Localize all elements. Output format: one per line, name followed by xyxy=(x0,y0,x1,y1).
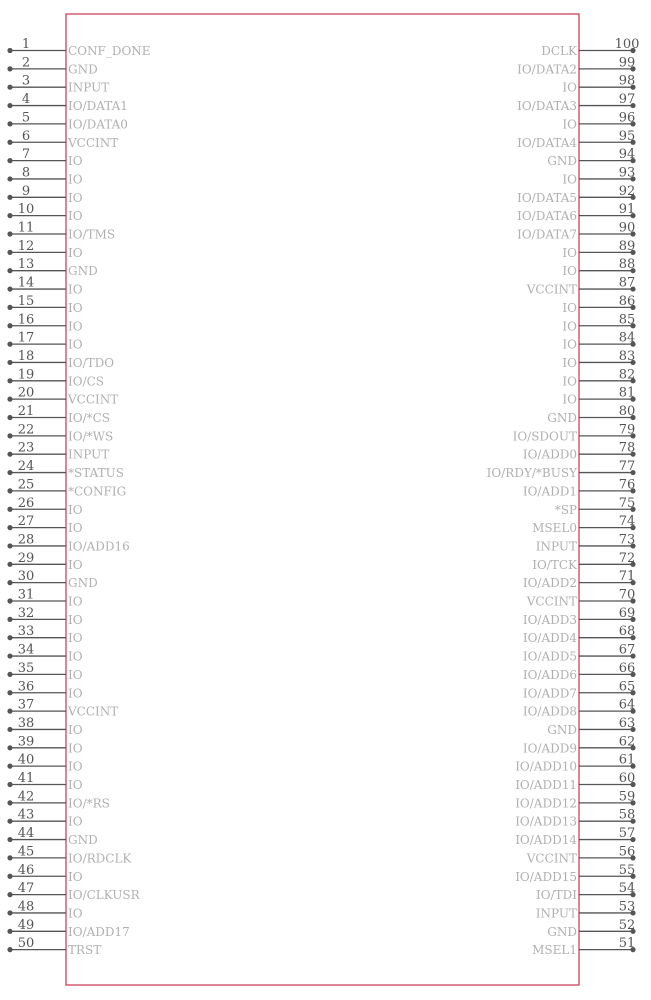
pin-number: 64 xyxy=(618,697,636,713)
pin-end-dot xyxy=(7,543,12,548)
pin-name: IO xyxy=(68,282,83,297)
pin-number: 91 xyxy=(618,202,636,218)
pin-number: 66 xyxy=(618,660,636,676)
pin-name: IO xyxy=(562,319,577,334)
pin-name: IO xyxy=(68,557,83,572)
pin-name: VCCINT xyxy=(68,704,119,719)
pin-end-dot xyxy=(7,488,12,493)
pin-number: 24 xyxy=(17,459,35,475)
pin-number: 57 xyxy=(618,826,636,842)
pin-number: 45 xyxy=(17,844,35,860)
pin-name: GND xyxy=(68,264,98,279)
pin-name: MSEL0 xyxy=(532,521,577,536)
pin-name: VCCINT xyxy=(68,392,119,407)
pin-end-dot xyxy=(7,782,12,787)
pin-name: IO xyxy=(68,612,83,627)
pin-name: IO/DATA0 xyxy=(68,117,128,132)
pin-name: IO/ADD9 xyxy=(522,741,577,756)
pin-name: IO/DATA5 xyxy=(517,190,577,205)
pin-end-dot xyxy=(7,140,12,145)
pin-number: 85 xyxy=(618,312,636,328)
pin-name: IO xyxy=(562,172,577,187)
pin-name: IO xyxy=(68,190,83,205)
pin-end-dot xyxy=(7,690,12,695)
pin-name: IO xyxy=(562,392,577,407)
pin-end-dot xyxy=(7,764,12,769)
pin-number: 7 xyxy=(21,147,31,163)
pin-number: 100 xyxy=(614,37,640,52)
pin-number: 14 xyxy=(17,275,35,291)
pin-50 xyxy=(7,936,101,957)
pin-number: 39 xyxy=(17,734,35,750)
pin-name: INPUT xyxy=(68,80,110,95)
pin-number: 31 xyxy=(17,587,35,603)
pin-51 xyxy=(532,936,635,957)
pin-end-dot xyxy=(7,48,12,53)
pin-number: 19 xyxy=(17,367,35,383)
pin-77 xyxy=(487,459,636,480)
pin-name: IO/DATA4 xyxy=(517,135,577,150)
pin-number: 75 xyxy=(618,495,636,511)
pin-name: CONF_DONE xyxy=(68,44,151,58)
pin-name: IO/ADD2 xyxy=(522,576,577,591)
pin-name: DCLK xyxy=(541,44,577,58)
pin-number: 16 xyxy=(17,312,35,328)
pin-number: 67 xyxy=(618,642,636,658)
pin-number: 5 xyxy=(21,110,31,126)
pin-name: *CONFIG xyxy=(68,484,127,499)
pin-number: 6 xyxy=(21,128,31,144)
pin-end-dot xyxy=(7,176,12,181)
pin-number: 20 xyxy=(17,385,35,401)
pin-name: IO/ADD6 xyxy=(522,667,577,682)
pin-name: IO xyxy=(562,337,577,352)
pin-number: 51 xyxy=(618,936,636,952)
pin-name: IO/SDOUT xyxy=(512,429,577,444)
pin-7 xyxy=(7,147,82,168)
pin-name: IO xyxy=(562,80,577,95)
pin-end-dot xyxy=(7,855,12,860)
pin-name: IO xyxy=(68,906,83,921)
pin-name: INPUT xyxy=(535,539,577,554)
pin-name: IO/DATA2 xyxy=(517,62,577,77)
pin-number: 65 xyxy=(618,679,636,695)
pin-name: IO/TDO xyxy=(68,355,115,370)
pin-number: 86 xyxy=(618,293,636,309)
pin-end-dot xyxy=(7,195,12,200)
pin-name: IO xyxy=(68,686,83,701)
pin-name: IO xyxy=(68,502,83,517)
pin-name: MSEL1 xyxy=(532,943,577,958)
pin-number: 2 xyxy=(21,55,31,71)
pin-end-dot xyxy=(7,929,12,934)
pin-number: 81 xyxy=(618,385,636,401)
pin-name: IO/ADD7 xyxy=(522,686,577,701)
pin-end-dot xyxy=(7,727,12,732)
pin-name: VCCINT xyxy=(526,851,577,866)
pin-name: IO/DATA6 xyxy=(517,209,577,224)
pin-name: IO xyxy=(68,667,83,682)
pin-end-dot xyxy=(7,286,12,291)
pin-name: IO xyxy=(68,814,83,829)
pin-name: IO xyxy=(68,154,83,169)
pin-number: 42 xyxy=(17,789,35,805)
pin-name: IO xyxy=(68,319,83,334)
pin-name: IO/DATA1 xyxy=(68,99,128,114)
pin-end-dot xyxy=(7,745,12,750)
pin-name: GND xyxy=(547,924,577,939)
pin-name: VCCINT xyxy=(68,135,119,150)
pin-number: 77 xyxy=(618,459,636,475)
pin-number: 97 xyxy=(618,92,636,108)
pin-number: 99 xyxy=(618,55,636,71)
pin-number: 69 xyxy=(618,605,636,621)
pin-end-dot xyxy=(7,617,12,622)
pin-number: 62 xyxy=(618,734,636,750)
pin-end-dot xyxy=(7,672,12,677)
pin-name: IO/RDCLK xyxy=(68,851,132,866)
pin-number: 58 xyxy=(618,807,636,823)
pin-end-dot xyxy=(7,250,12,255)
pin-end-dot xyxy=(7,305,12,310)
pin-number: 83 xyxy=(618,348,636,364)
pin-number: 92 xyxy=(618,183,636,199)
pin-number: 48 xyxy=(17,899,35,915)
pin-end-dot xyxy=(7,433,12,438)
pin-name: IO xyxy=(562,355,577,370)
pin-number: 68 xyxy=(618,624,636,640)
right-pin-column xyxy=(487,37,640,957)
pin-number: 4 xyxy=(21,92,31,108)
pin-number: 27 xyxy=(17,514,35,530)
pin-number: 87 xyxy=(618,275,636,291)
pin-number: 72 xyxy=(618,550,636,566)
pin-name: IO xyxy=(68,337,83,352)
pin-name: IO xyxy=(68,245,83,260)
pin-number: 52 xyxy=(618,917,636,933)
pin-number: 8 xyxy=(21,165,31,181)
pin-number: 95 xyxy=(618,128,636,144)
pin-name: GND xyxy=(547,411,577,425)
pin-number: 23 xyxy=(17,440,35,456)
pin-number: 33 xyxy=(17,624,35,640)
pin-number: 94 xyxy=(618,147,636,163)
pin-number: 40 xyxy=(17,752,35,768)
pin-number: 96 xyxy=(618,110,636,126)
pin-end-dot xyxy=(7,158,12,163)
pin-79 xyxy=(513,422,636,443)
pin-number: 71 xyxy=(618,569,636,585)
pin-59 xyxy=(515,789,635,810)
pin-number: 79 xyxy=(618,422,636,438)
pin-number: 56 xyxy=(618,844,636,860)
pin-end-dot xyxy=(7,580,12,585)
pin-number: 12 xyxy=(17,238,35,254)
pin-end-dot xyxy=(7,892,12,897)
pin-number: 59 xyxy=(618,789,636,805)
pin-8 xyxy=(7,165,82,186)
pin-end-dot xyxy=(7,85,12,90)
pin-number: 34 xyxy=(17,642,35,658)
pin-name: INPUT xyxy=(535,906,577,921)
pin-name: IO/ADD15 xyxy=(515,869,577,884)
pin-number: 35 xyxy=(17,660,35,676)
pin-number: 74 xyxy=(618,514,636,530)
pin-name: IO xyxy=(68,209,83,224)
pin-number: 38 xyxy=(17,715,35,731)
pin-name: IO xyxy=(68,759,83,774)
pin-number: 49 xyxy=(17,917,35,933)
pin-number: 84 xyxy=(618,330,636,346)
pin-end-dot xyxy=(7,470,12,475)
pin-number: 22 xyxy=(17,422,35,438)
pin-number: 93 xyxy=(618,165,636,181)
pin-number: 46 xyxy=(17,862,35,878)
pin-name: IO/TCK xyxy=(532,557,577,572)
pin-name: IO/ADD4 xyxy=(522,631,577,646)
pin-number: 47 xyxy=(17,881,35,897)
pin-end-dot xyxy=(7,360,12,365)
pin-name: IO xyxy=(68,722,83,737)
pin-number: 82 xyxy=(618,367,636,383)
pin-name: IO xyxy=(68,741,83,756)
pin-name: IO/CS xyxy=(68,374,105,389)
pin-name: IO/TMS xyxy=(68,227,116,242)
pin-number: 21 xyxy=(17,404,35,419)
pin-number: 9 xyxy=(21,183,31,199)
pin-number: 29 xyxy=(17,550,35,566)
pin-name: IO/*CS xyxy=(68,411,111,425)
pin-name: GND xyxy=(68,62,98,77)
pin-number: 53 xyxy=(618,899,636,915)
pin-name: VCCINT xyxy=(526,594,577,609)
pin-end-dot xyxy=(7,598,12,603)
pin-name: *STATUS xyxy=(68,466,124,481)
pin-number: 18 xyxy=(17,348,35,364)
pin-name: INPUT xyxy=(68,447,110,462)
pin-name: IO xyxy=(68,594,83,609)
pin-end-dot xyxy=(7,910,12,915)
pin-name: IO xyxy=(68,869,83,884)
pin-number: 41 xyxy=(17,771,35,786)
pin-number: 32 xyxy=(17,605,35,621)
pin-name: IO/CLKUSR xyxy=(68,888,140,903)
pin-name: IO/RDY/*BUSY xyxy=(486,466,577,481)
pin-end-dot xyxy=(7,525,12,530)
pin-57 xyxy=(515,826,635,847)
pin-name: IO xyxy=(68,778,83,792)
pin-number: 78 xyxy=(618,440,636,456)
pin-number: 26 xyxy=(17,495,35,511)
pin-end-dot xyxy=(7,342,12,347)
pin-name: IO/ADD14 xyxy=(515,833,577,848)
pin-name: IO/ADD10 xyxy=(515,759,577,774)
pin-end-dot xyxy=(7,562,12,567)
pin-end-dot xyxy=(7,635,12,640)
pin-end-dot xyxy=(7,653,12,658)
pin-end-dot xyxy=(7,507,12,512)
pin-number: 13 xyxy=(17,257,35,273)
pin-58 xyxy=(515,808,635,829)
pin-number: 60 xyxy=(618,771,636,786)
pin-end-dot xyxy=(7,323,12,328)
pin-name: IO/ADD3 xyxy=(522,612,577,627)
pin-name: TRST xyxy=(68,943,102,958)
pin-number: 25 xyxy=(17,477,35,493)
pin-end-dot xyxy=(7,378,12,383)
pin-number: 70 xyxy=(618,587,636,603)
pin-number: 3 xyxy=(21,73,31,89)
left-pin-column xyxy=(7,37,150,957)
pin-name: IO/ADD8 xyxy=(522,704,577,719)
pin-name: IO xyxy=(562,300,577,315)
pin-number: 37 xyxy=(17,697,35,713)
pin-name: IO xyxy=(562,264,577,279)
pin-number: 80 xyxy=(618,404,636,419)
pin-number: 89 xyxy=(618,238,636,254)
pin-end-dot xyxy=(7,819,12,824)
pin-name: GND xyxy=(68,833,98,848)
pin-name: IO/ADD13 xyxy=(515,814,577,829)
ic-body-outline xyxy=(66,14,579,985)
pin-name: IO xyxy=(562,245,577,260)
pin-name: IO/*RS xyxy=(68,796,110,811)
pin-number: 30 xyxy=(17,569,35,585)
pin-name: GND xyxy=(547,154,577,169)
pin-end-dot xyxy=(7,66,12,71)
pin-number: 55 xyxy=(618,862,636,878)
pin-name: IO xyxy=(68,521,83,536)
pin-end-dot xyxy=(7,397,12,402)
pin-number: 44 xyxy=(17,826,35,842)
pin-end-dot xyxy=(7,709,12,714)
pin-name: IO/ADD16 xyxy=(68,539,130,554)
pin-name: VCCINT xyxy=(526,282,577,297)
pin-end-dot xyxy=(7,415,12,420)
pin-end-dot xyxy=(7,452,12,457)
pin-number: 61 xyxy=(618,752,636,768)
pin-name: GND xyxy=(547,722,577,737)
pin-end-dot xyxy=(7,231,12,236)
pin-name: IO xyxy=(562,117,577,132)
pin-number: 15 xyxy=(17,293,35,309)
pin-name: IO/DATA3 xyxy=(517,99,577,114)
pin-name: IO xyxy=(68,649,83,664)
pin-number: 88 xyxy=(618,257,636,273)
pin-end-dot xyxy=(7,103,12,108)
pin-name: IO/ADD12 xyxy=(515,796,577,811)
pin-name: IO/ADD5 xyxy=(522,649,577,664)
pin-61 xyxy=(515,753,635,774)
pin-name: IO xyxy=(68,631,83,646)
pin-end-dot xyxy=(7,121,12,126)
pin-end-dot xyxy=(7,947,12,952)
pin-number: 90 xyxy=(618,220,636,236)
pin-number: 1 xyxy=(21,37,31,52)
pin-number: 10 xyxy=(17,202,35,218)
pin-number: 28 xyxy=(17,532,35,548)
pin-number: 50 xyxy=(17,936,35,952)
pin-name: GND xyxy=(68,576,98,591)
pin-name: IO/ADD0 xyxy=(522,447,577,462)
pin-name: IO/ADD11 xyxy=(515,778,577,792)
pin-number: 17 xyxy=(17,330,35,346)
pin-end-dot xyxy=(7,213,12,218)
pin-name: IO xyxy=(68,172,83,187)
pin-name: IO/ADD17 xyxy=(68,924,130,939)
pin-60 xyxy=(515,771,635,792)
pin-number: 36 xyxy=(17,679,35,695)
pin-name: IO xyxy=(68,300,83,315)
pin-end-dot xyxy=(7,837,12,842)
pin-name: IO xyxy=(562,374,577,389)
pin-number: 73 xyxy=(618,532,636,548)
pin-name: IO/ADD1 xyxy=(522,484,577,499)
pin-name: IO/TDI xyxy=(536,888,577,903)
pin-55 xyxy=(515,863,635,884)
pin-name: IO/*WS xyxy=(68,429,114,444)
pin-number: 43 xyxy=(17,807,35,823)
pin-number: 11 xyxy=(17,220,35,236)
pin-name: *SP xyxy=(554,502,577,517)
pin-number: 54 xyxy=(618,881,636,897)
pin-end-dot xyxy=(7,268,12,273)
pin-number: 98 xyxy=(618,73,636,89)
pin-number: 63 xyxy=(618,715,636,731)
pin-number: 76 xyxy=(618,477,636,493)
pin-end-dot xyxy=(7,800,12,805)
pin-name: IO/DATA7 xyxy=(517,227,577,242)
pin-end-dot xyxy=(7,874,12,879)
